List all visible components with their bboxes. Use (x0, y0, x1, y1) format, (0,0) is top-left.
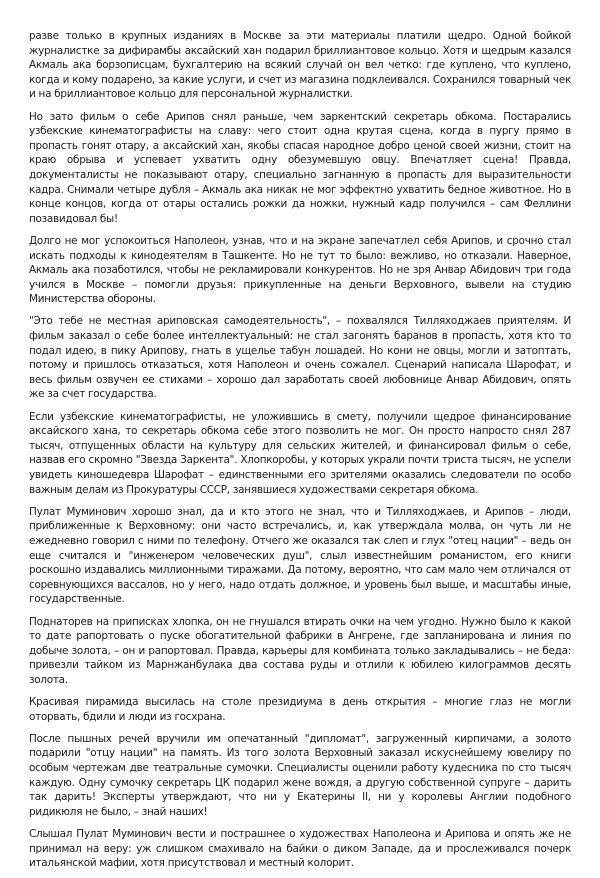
paragraph-10: Слышал Пулат Муминович вести и пострашнее о художествах Наполеона и Арипова и опять же не принимал на веру: уж слишком смахивало на байки о диком Западе, да и прослеживался почерк итальянской мафии, хотя присутствовал и местный колорит. (29, 828, 571, 870)
paragraph-8: Красивая пирамида высилась на столе президиума в день открытия – многие глаз не могли оторвать, бдили и люди из госхрана. (29, 696, 571, 723)
document-page (29, 29, 571, 878)
paragraph-1: разве только в крупных изданиях в Москве за эти материалы платили щедро. Одной бойкой журналистке за дифирамбы аксайский хан подарил бриллиантовое кольцо. Хотя и щедрым казался Акмаль ака борзописцам, бухгалтерию на всякий случай он вел четко: где куплено, что куплено, когда и кому подарено, за какие услуги, и счет из магазина подклеивался. Сохранился товарный чек и на бриллиантовое кольцо для персональной журналистки. (29, 30, 571, 101)
paragraph-7: Поднаторев на приписках хлопка, он не гнушался втирать очки на чем угодно. Нужно было к какой то дате рапортовать о пуске обогатительной фабрики в Ангрене, где запланирована и линия по добыче золота, – он и рапортовал. Правда, карьеры для комбината только закладывались – не беда: привезли тайком из Марнжанбулака два состава руды и отлили к юбилею килограммов десять золота. (29, 615, 571, 686)
paragraph-4: "Это тебе не местная ариповская самодеятельность", – похвалялся Тилляходжаев приятелям. И фильм заказал о себе более интеллектуальный: не стал загонять баранов в пропасть, хотя кто то подал идею, в пику Арипову, гнать в ущелье табун лошадей. Но кони не овцы, могли и затоптать, потому и пришлось отказаться, хотя Наполеон и очень сожалел. Сценарий написала Шарофат, и весь фильм озвучен ее стихами – хорошо дал заработать своей любовнице Анвар Абидович, опять же за счет государства. (29, 315, 571, 401)
paragraph-9: После пышных речей вручили им опечатанный "дипломат", загруженный кирпичами, а золото подарили "отцу нации" на память. Из того золота Верховный заказал искуснейшему ювелиру по особым чертежам две театральные сумочки. Специалисты оценили работу кудесника по сто тысяч каждую. Одну сумочку секретарь ЦК подарил жене вождя, а другую собственной супруге – дарить так дарить! Эксперты утверждают, что ни у Екатерины II, ни у королевы Англии подобного ридикюля не было, – знай наших! (29, 732, 571, 818)
paragraph-2: Но зато фильм о себе Арипов снял раньше, чем заркентский секретарь обкома. Постарались узбекские кинематографисты на славу: чего стоит одна крутая сцена, когда в пургу прямо в пропасть гонят отару, а аксайский хан, якобы спасая народное добро ценой своей жизни, стоит на краю обрыва и успевает ухватить одну обезумевшую овцу. Впечатляет сцена! Правда, документалисты не показывают отару, специально загнанную в пропасть для выразительности кадра. Снимали четыре дубля – Акмаль ака никак не мог эффектно ухватить бедное животное. Но в конце концов, когда от отары остались рожки да ножки, нужный кадр получился – сам Феллини позавидовал бы! (29, 110, 571, 225)
paragraph-6: Пулат Муминович хорошо знал, да и кто этого не знал, что и Тилляходжаев, и Арипов – люди, приближенные к Верховному: они часто встречались, и, как утверждала молва, он чуть ли не ежедневно говорил с ними по телефону. Отчего же оказался так слеп и глух "отец нации" – ведь он еще считался и "инженером человеческих душ", слыл известнейшим романистом, его книги роскошно издавались миллионными тиражами. Да потому, вероятно, что сам мало чем отличался от соревнующихся вассалов, но у него, надо отдать должное, и уровень был выше, и масштабы иные, государственные. (29, 505, 571, 606)
paragraph-5: Если узбекские кинематографисты, не уложившись в смету, получили щедрое финансирование аксайского хана, то секретарь обкома себе этого позволить не мог. Он просто напросто снял 287 тысяч, отпущенных области на культуру для сельских жителей, и финансировал фильм о себе, назвав его скромно "Звезда Заркента". Хлопкоробы, у которых украли почти триста тысяч, не успели увидеть киношедевра Шарофат – единственными его зрителями оказались следователи по особо важным делам из Прокуратуры СССР, занявшиеся художествами секретаря обкома. (29, 410, 571, 496)
paragraph-3: Долго не мог успокоиться Наполеон, узнав, что и на экране запечатлел себя Арипов, и срочно стал искать подходы к кинодеятелям в Ташкенте. Но не тут то было: вежливо, но отказали. Наверное, Акмаль ака позаботился, чтобы не рекламировали конкурентов. Но не зря Анвар Абидович три года учился в Москве – помогли друзья: прикупленные на деньги Верховного, вывели на студию Министерства обороны. (29, 234, 571, 306)
